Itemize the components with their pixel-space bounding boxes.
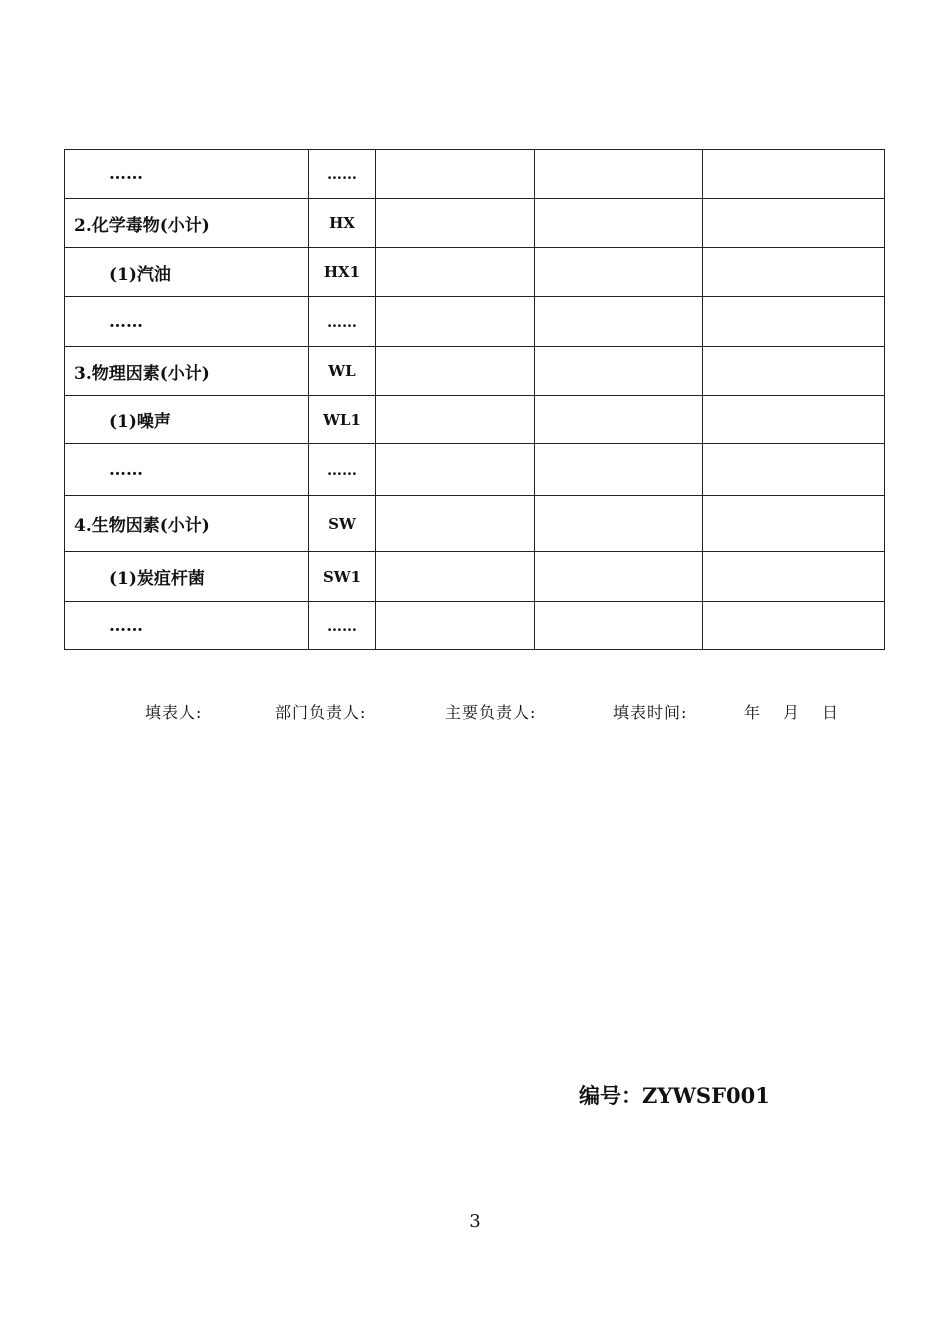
item-name-cell: ……	[65, 150, 309, 199]
empty-cell	[535, 396, 703, 444]
item-code-cell: ……	[309, 150, 376, 199]
empty-cell	[376, 199, 535, 248]
empty-cell	[376, 396, 535, 444]
item-name-cell: (1)炭疽杆菌	[65, 552, 309, 602]
item-name-cell: (1)汽油	[65, 248, 309, 297]
empty-cell	[703, 602, 885, 650]
item-name-cell: 4.生物因素(小计)	[65, 496, 309, 552]
table-row	[65, 297, 885, 347]
empty-cell	[376, 297, 535, 347]
item-name-cell: ……	[65, 602, 309, 650]
empty-cell	[703, 199, 885, 248]
item-code-cell: WL	[309, 347, 376, 396]
page-number: 3	[469, 1211, 481, 1232]
year-label: 年	[744, 703, 762, 722]
item-code-cell: SW1	[309, 552, 376, 602]
empty-cell	[535, 496, 703, 552]
empty-cell	[535, 248, 703, 297]
dept-head-label: 部门负责人:	[275, 703, 367, 722]
document-number: 编号：ZYWSF001	[579, 1083, 770, 1108]
empty-cell	[703, 150, 885, 199]
empty-cell	[535, 552, 703, 602]
item-name-cell: ……	[65, 297, 309, 347]
item-name-cell: 2.化学毒物(小计)	[65, 199, 309, 248]
empty-cell	[376, 552, 535, 602]
empty-cell	[535, 347, 703, 396]
table-row	[65, 496, 885, 552]
empty-cell	[376, 347, 535, 396]
item-code-cell: HX	[309, 199, 376, 248]
table-row	[65, 602, 885, 650]
empty-cell	[376, 496, 535, 552]
empty-cell	[703, 396, 885, 444]
empty-cell	[535, 297, 703, 347]
empty-cell	[376, 444, 535, 496]
empty-cell	[535, 602, 703, 650]
table-row	[65, 199, 885, 248]
table-row	[65, 444, 885, 496]
item-code-cell: ……	[309, 444, 376, 496]
empty-cell	[703, 496, 885, 552]
empty-cell	[376, 602, 535, 650]
signature-line	[0, 700, 950, 724]
empty-cell	[703, 347, 885, 396]
day-label: 日	[822, 703, 840, 722]
table-row	[65, 347, 885, 396]
empty-cell	[703, 297, 885, 347]
empty-cell	[376, 150, 535, 199]
empty-cell	[703, 444, 885, 496]
main-head-label: 主要负责人:	[445, 703, 537, 722]
item-name-cell: ……	[65, 444, 309, 496]
item-code-cell: ……	[309, 297, 376, 347]
table-row	[65, 150, 885, 199]
empty-cell	[535, 444, 703, 496]
item-code-cell: SW	[309, 496, 376, 552]
empty-cell	[376, 248, 535, 297]
item-code-cell: WL1	[309, 396, 376, 444]
empty-cell	[703, 248, 885, 297]
item-name-cell: 3.物理因素(小计)	[65, 347, 309, 396]
filler-label: 填表人:	[145, 703, 203, 722]
fill-time-label: 填表时间:	[613, 703, 688, 722]
item-code-cell: ……	[309, 602, 376, 650]
month-label: 月	[783, 703, 801, 722]
item-name-cell: (1)噪声	[65, 396, 309, 444]
empty-cell	[535, 199, 703, 248]
empty-cell	[535, 150, 703, 199]
table-row	[65, 248, 885, 297]
empty-cell	[703, 552, 885, 602]
hazard-factor-table	[64, 149, 885, 650]
item-code-cell: HX1	[309, 248, 376, 297]
table-row	[65, 396, 885, 444]
table-row	[65, 552, 885, 602]
